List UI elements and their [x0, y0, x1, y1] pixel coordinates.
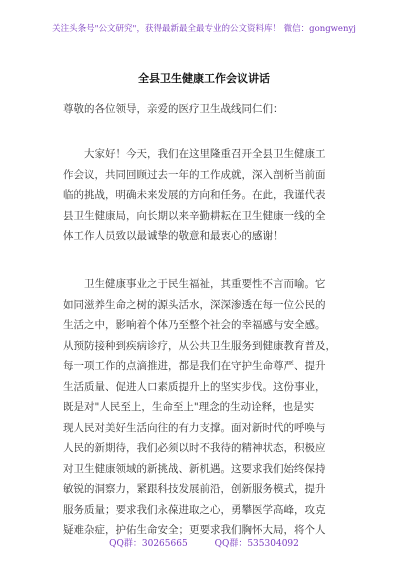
- paragraph-line: 疑难杂症，护佑生命安全；更要求我们胸怀大局，将个人: [63, 524, 326, 536]
- paragraph-line: 敏锐的洞察力，紧跟科技发展前沿，创新服务模式，提升: [63, 483, 326, 495]
- paragraph-opening: [63, 144, 345, 247]
- paragraph-importance: [63, 274, 345, 541]
- paragraph-line: 生活质量、促进人口素质提升上的坚实步伐。这份事业，: [63, 380, 326, 393]
- paragraph-line: 现人民对美好生活向往的有力支撑。面对新时代的呼唤与: [63, 421, 326, 434]
- document-title: 全县卫生健康工作会议讲话: [138, 72, 270, 85]
- paragraph-line: 对卫生健康领域的新挑战、新机遇。这要求我们始终保持: [63, 462, 326, 475]
- paragraph-line: 人民的新期待，我们必须以时不我待的精神状态，积极应: [63, 442, 326, 454]
- paragraph-line: 卫生健康事业之于民生福祉，其重要性不言而喻。它: [63, 278, 326, 290]
- header-promo-text: 关注头条号"公文研究"，获得最新最全最专业的公文资料库！ 微信：gongwenyj: [52, 24, 356, 34]
- paragraph-line: 如同滋养生命之树的源头活水，深深渗透在每一位公民的: [63, 298, 326, 311]
- paragraph-line: 生活之中，影响着个体乃至整个社会的幸福感与安全感。: [63, 319, 326, 331]
- salutation: 尊敬的各位领导，亲爱的医疗卫生战线同仁们：: [63, 103, 284, 115]
- paragraph-line: 县卫生健康局，向长期以来辛勤耕耘在卫生健康一线的全: [63, 209, 326, 222]
- paragraph-line: 既是对"人民至上，生命至上"理念的生动诠释，也是实: [63, 401, 315, 413]
- paragraph-line: 临的挑战，明确未来发展的方向和任务。在此，我谨代表: [63, 189, 326, 201]
- paragraph-line: 从预防接种到疾病诊疗，从公共卫生服务到健康教育普及，: [63, 339, 336, 352]
- footer-qq-group-1: QQ群：30265665: [109, 539, 188, 549]
- paragraph-line: 大家好！今天，我们在这里隆重召开全县卫生健康工: [63, 148, 326, 160]
- paragraph-line: 每一项工作的点滴推进，都是我们在守护生命尊严、提升: [63, 360, 326, 372]
- paragraph-line: 服务质量；要求我们永葆进取之心，勇攀医学高峰，攻克: [63, 503, 326, 516]
- footer-qq-group-2: QQ群：535304092: [214, 539, 299, 549]
- paragraph-line: 作会议，共同回顾过去一年的工作成就，深入剖析当前面: [63, 168, 326, 181]
- paragraph-line: 体工作人员致以最诚挚的敬意和最衷心的感谢！: [63, 230, 284, 242]
- footer-contact: [0, 536, 408, 549]
